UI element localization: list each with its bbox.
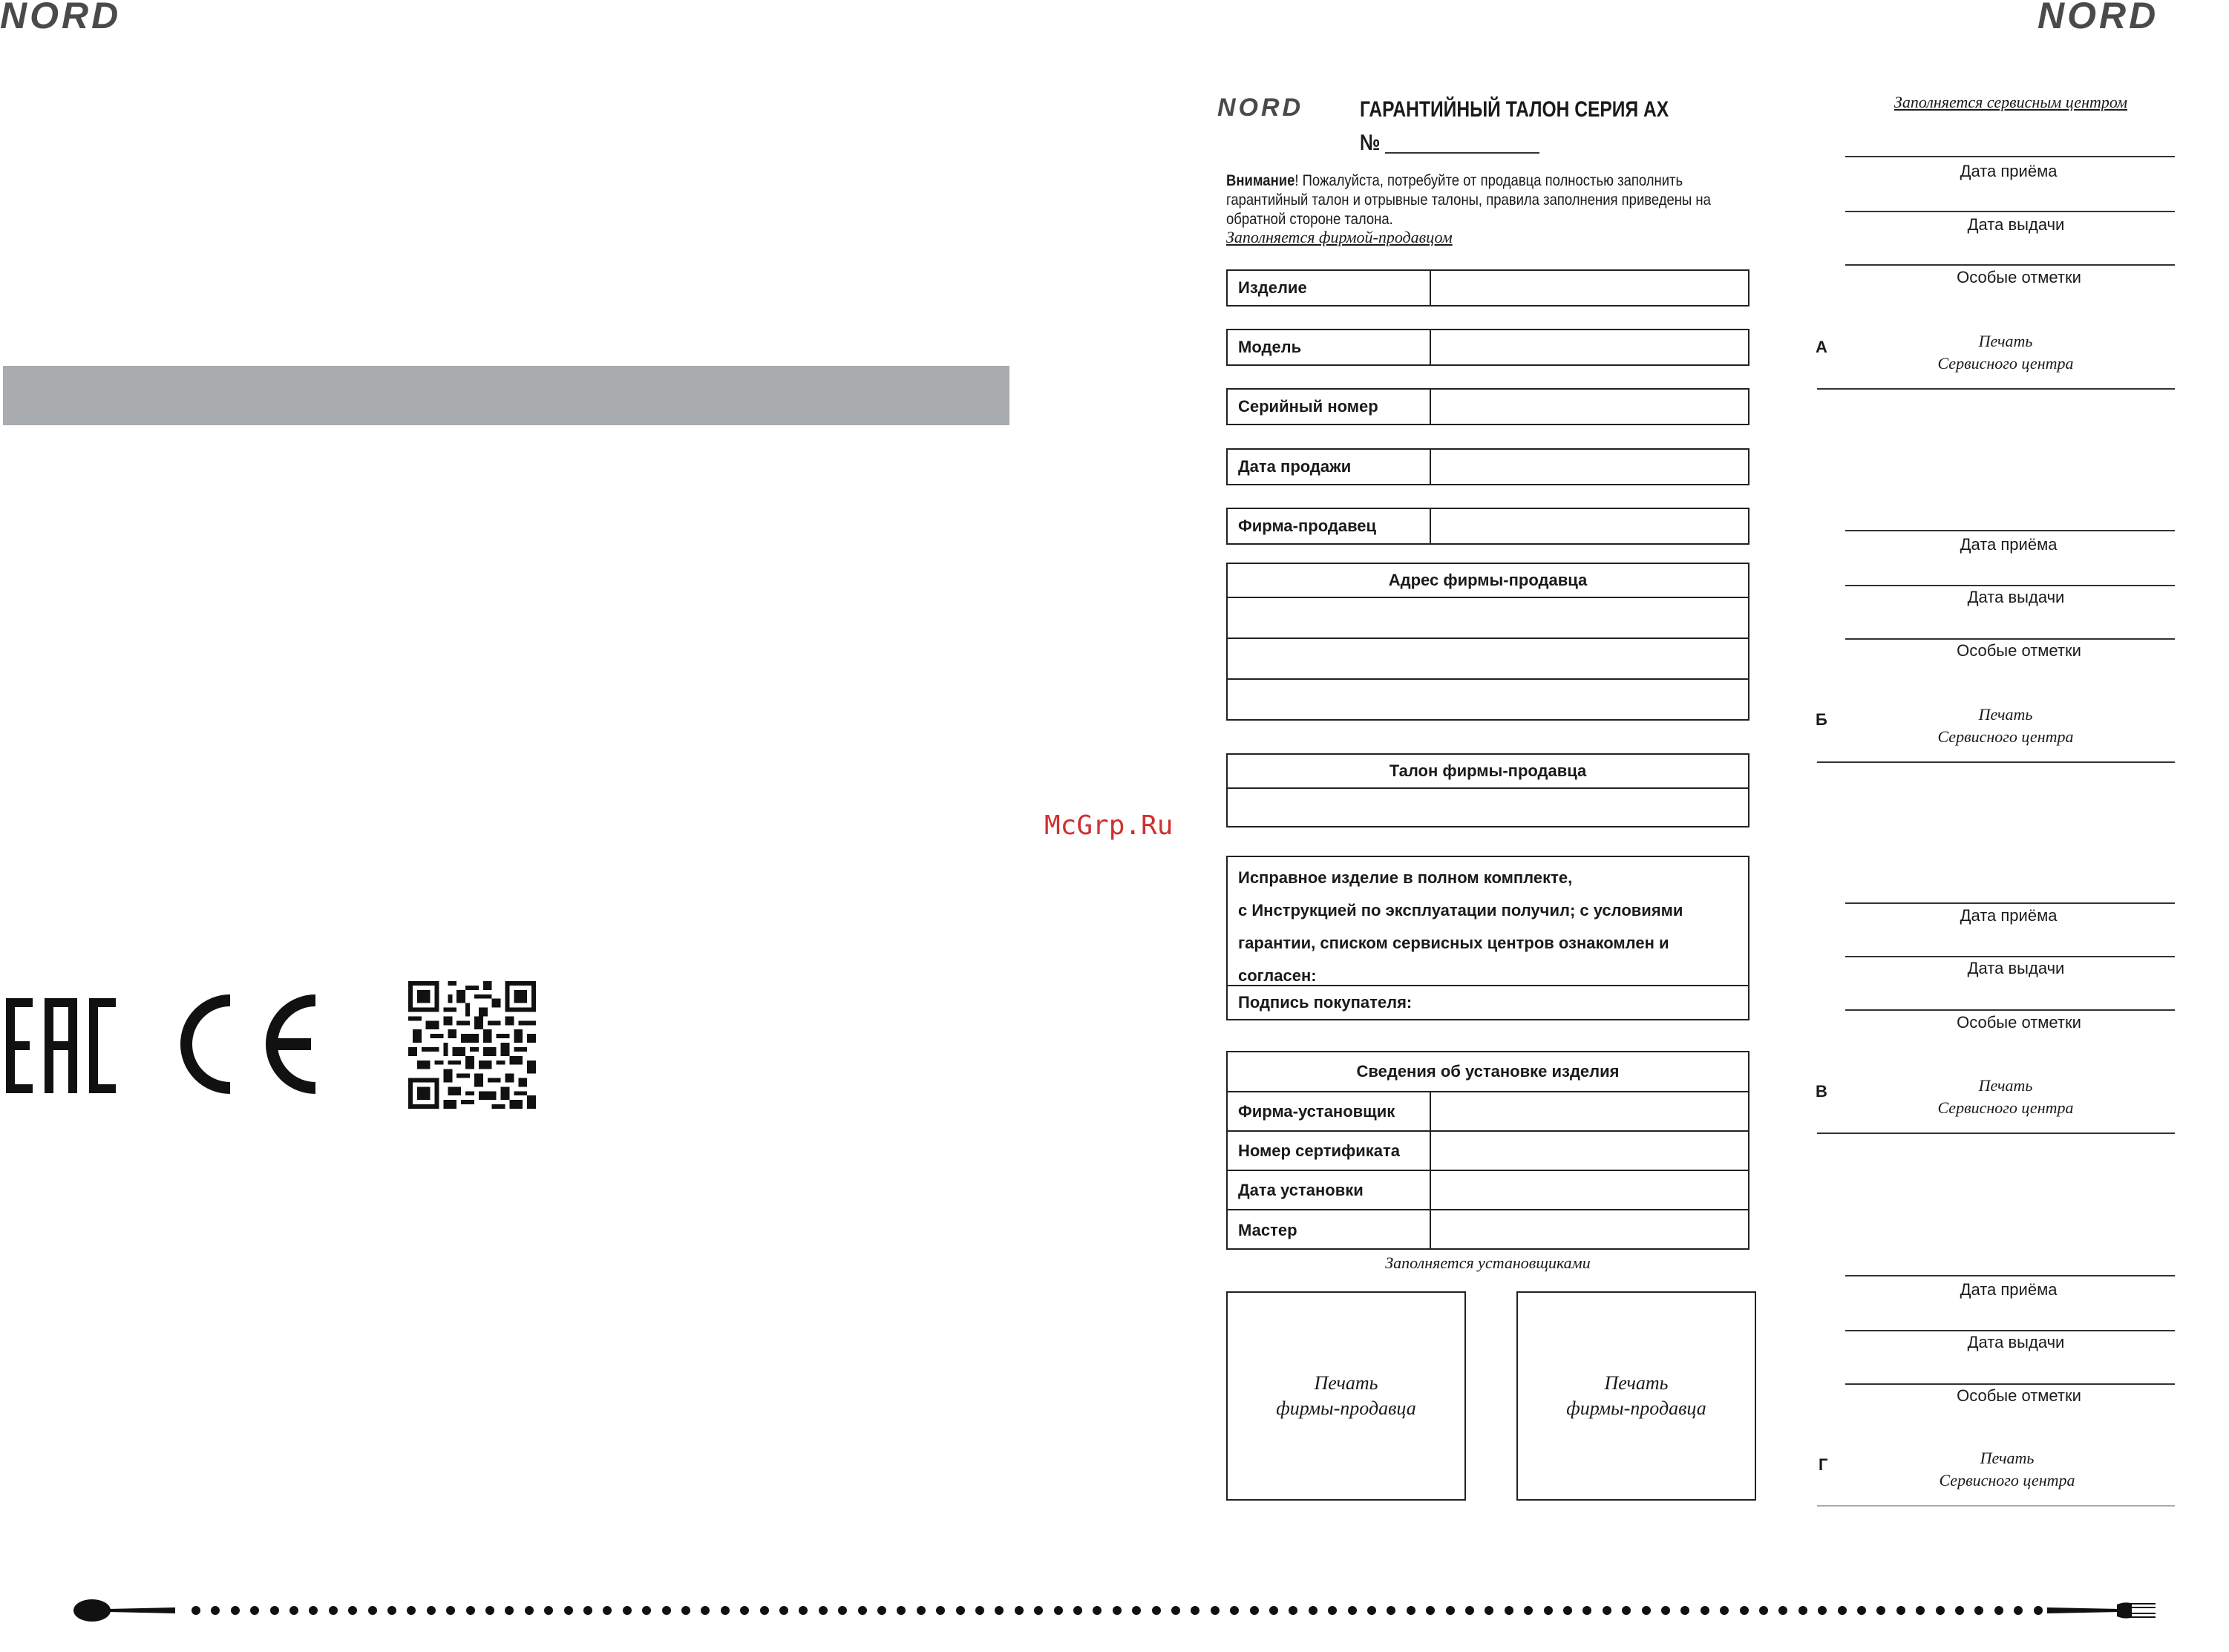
separator-dot xyxy=(721,1606,730,1615)
seller-stamp-2-line2: фирмы-продавца xyxy=(1566,1397,1706,1419)
separator-dot xyxy=(583,1606,592,1615)
notice-text: ! Пожалуйста, потребуйте от продавца полностью заполнить гарантийный талон и отрывные талоны, правила заполнения приведены на обратной стороне талона. xyxy=(1226,172,1711,228)
separator-dot xyxy=(1582,1606,1591,1615)
field-serial-input[interactable] xyxy=(1431,390,1748,424)
separator-dot xyxy=(1838,1606,1847,1615)
separator-dot xyxy=(681,1606,690,1615)
coupon-v-stamp xyxy=(1894,1075,2117,1119)
separator-dot xyxy=(407,1606,416,1615)
coupon-v-stamp-line2: Сервисного центра xyxy=(1937,1098,2074,1117)
install-row-certificate xyxy=(1228,1132,1748,1171)
field-product-input[interactable] xyxy=(1431,271,1748,305)
seller-coupon-header: Талон фирмы-продавца xyxy=(1228,755,1748,789)
coupon-v-line-top xyxy=(1845,902,2175,904)
coupon-a-received: Дата приёма xyxy=(1960,162,2058,180)
coupon-a-letter: А xyxy=(1816,338,1827,356)
separator-dot xyxy=(485,1606,494,1615)
separator-dot xyxy=(1191,1606,1199,1615)
separator-dot xyxy=(368,1606,377,1615)
separator-dot xyxy=(544,1606,553,1615)
seller-coupon-table xyxy=(1226,753,1750,827)
separator-dot xyxy=(1818,1606,1827,1615)
card-title: ГАРАНТИЙНЫЙ ТАЛОН СЕРИЯ АХ xyxy=(1360,97,1669,122)
coupon-b-line-bottom xyxy=(1817,761,2175,763)
coupon-a-stamp-line2: Сервисного центра xyxy=(1937,354,2074,373)
coupon-b-stamp-line1: Печать xyxy=(1978,705,2033,724)
coupon-g-letter: Г xyxy=(1819,1455,1828,1474)
install-date-label: Дата установки xyxy=(1228,1171,1431,1209)
separator-dot xyxy=(1642,1606,1651,1615)
seller-stamp-1-line2: фирмы-продавца xyxy=(1276,1397,1416,1419)
acceptance-text xyxy=(1228,857,1748,986)
separator-dot xyxy=(936,1606,945,1615)
coupon-a-stamp-line1: Печать xyxy=(1978,332,2033,350)
coupon-b-line-3 xyxy=(1845,638,2175,640)
separator-dot xyxy=(250,1606,259,1615)
coupon-v-issued: Дата выдачи xyxy=(1967,959,2065,977)
separator-dot xyxy=(1073,1606,1082,1615)
field-serial-label: Серийный номер xyxy=(1228,390,1431,424)
install-certificate-label: Номер сертификата xyxy=(1228,1132,1431,1170)
install-row-master xyxy=(1228,1210,1748,1250)
coupon-g-line-bottom xyxy=(1817,1505,2175,1507)
coupon-g-received: Дата приёма xyxy=(1960,1280,2058,1299)
separator-dot xyxy=(917,1606,926,1615)
separator-dot xyxy=(270,1606,279,1615)
separator-dot xyxy=(1426,1606,1435,1615)
notice-bold: Внимание xyxy=(1226,172,1295,189)
separator-dot xyxy=(799,1606,808,1615)
separator-dot xyxy=(877,1606,886,1615)
seller-fills-note: Заполняется фирмой-продавцом xyxy=(1226,228,1453,246)
seller-stamp-1-line1: Печать xyxy=(1314,1372,1378,1394)
coupon-b-line-top xyxy=(1845,530,2175,531)
separator-dot xyxy=(1680,1606,1689,1615)
field-model-input[interactable] xyxy=(1431,330,1748,364)
card-number-line xyxy=(1385,152,1539,154)
field-product-label: Изделие xyxy=(1228,271,1431,305)
coupon-a-line-3 xyxy=(1845,264,2175,266)
coupon-b-stamp-line2: Сервисного центра xyxy=(1937,727,2074,746)
eac-mark-icon xyxy=(4,998,117,1093)
separator-dot xyxy=(1289,1606,1297,1615)
separator-dot xyxy=(1367,1606,1376,1615)
separator-dot xyxy=(760,1606,769,1615)
separator-dot xyxy=(387,1606,396,1615)
separator-dot xyxy=(329,1606,338,1615)
separator-dot xyxy=(525,1606,534,1615)
separator-dot xyxy=(1740,1606,1749,1615)
separator-dot xyxy=(1936,1606,1945,1615)
separator-dot xyxy=(1759,1606,1768,1615)
seller-address-line-3[interactable] xyxy=(1228,680,1748,719)
coupon-b-letter: Б xyxy=(1816,710,1827,729)
separator-dot xyxy=(1955,1606,1964,1615)
separator-dot xyxy=(466,1606,475,1615)
separator-dot xyxy=(446,1606,455,1615)
separator-dot xyxy=(1152,1606,1161,1615)
install-date-input[interactable] xyxy=(1431,1171,1748,1209)
separator-dot xyxy=(1857,1606,1866,1615)
separator-dot xyxy=(2014,1606,2023,1615)
separator-dot xyxy=(1211,1606,1220,1615)
separator-dot xyxy=(1348,1606,1357,1615)
grey-band xyxy=(3,366,1009,425)
separator-dot xyxy=(995,1606,1004,1615)
separator-dot xyxy=(1250,1606,1259,1615)
separator-dot xyxy=(1661,1606,1670,1615)
acceptance-line-2: с Инструкцией по эксплуатации получил; с условиями xyxy=(1238,901,1683,920)
separator-dot xyxy=(564,1606,573,1615)
coupon-g-notes: Особые отметки xyxy=(1957,1386,2081,1405)
separator-dot xyxy=(1505,1606,1513,1615)
brand-logo-left: NORD xyxy=(0,0,122,36)
separator-dot xyxy=(1269,1606,1278,1615)
separator-dot xyxy=(1563,1606,1572,1615)
coupon-g-stamp-line1: Печать xyxy=(1980,1449,2035,1467)
seller-address-line-1[interactable] xyxy=(1228,598,1748,639)
separator-dot xyxy=(192,1606,200,1615)
separator-dot xyxy=(1054,1606,1063,1615)
coupon-g-stamp-line2: Сервисного центра xyxy=(1939,1471,2075,1489)
field-serial xyxy=(1226,388,1750,425)
install-certificate-input[interactable] xyxy=(1431,1132,1748,1170)
install-row-company xyxy=(1228,1092,1748,1132)
card-notice xyxy=(1226,171,1723,229)
separator-dot xyxy=(1171,1606,1180,1615)
coupon-b-notes: Особые отметки xyxy=(1957,641,2081,660)
separator-dot xyxy=(897,1606,906,1615)
install-header: Сведения об установке изделия xyxy=(1228,1052,1748,1092)
separator-dot xyxy=(1896,1606,1905,1615)
buyer-signature-label: Подпись покупателя: xyxy=(1238,993,1413,1012)
separator-dot xyxy=(779,1606,788,1615)
separator-dot xyxy=(2034,1606,2043,1615)
coupon-a-line-bottom xyxy=(1817,388,2175,390)
field-seller xyxy=(1226,508,1750,545)
qr-code-icon xyxy=(408,981,536,1109)
separator-dot xyxy=(1701,1606,1709,1615)
separator-dot xyxy=(211,1606,220,1615)
separator-dot xyxy=(231,1606,240,1615)
separator-dot xyxy=(1994,1606,2003,1615)
seller-stamp-2-line1: Печать xyxy=(1604,1372,1669,1394)
separator-dot xyxy=(1093,1606,1102,1615)
separator-dot xyxy=(1720,1606,1729,1615)
fork-icon xyxy=(2046,1597,2157,1624)
separator-dot xyxy=(662,1606,671,1615)
acceptance-line-1: Исправное изделие в полном комплекте, xyxy=(1238,868,1573,887)
coupon-g-line-top xyxy=(1845,1275,2175,1276)
separator-dot xyxy=(858,1606,867,1615)
acceptance-line-4: согласен: xyxy=(1238,966,1317,985)
seller-address-line-2[interactable] xyxy=(1228,639,1748,680)
separator-dot xyxy=(1132,1606,1141,1615)
install-row-date xyxy=(1228,1171,1748,1210)
field-model-label: Модель xyxy=(1228,330,1431,364)
coupon-v-letter: В xyxy=(1816,1082,1827,1101)
installers-fill-note: Заполняется установщиками xyxy=(1385,1253,1591,1272)
field-product xyxy=(1226,269,1750,307)
coupon-g-line-3 xyxy=(1845,1383,2175,1385)
brand-logo-right: NORD xyxy=(2037,0,2159,36)
separator-dot xyxy=(1015,1606,1024,1615)
seller-coupon-line[interactable] xyxy=(1228,789,1748,826)
separator-dot xyxy=(1778,1606,1787,1615)
coupon-b-line-2 xyxy=(1845,585,2175,586)
coupon-b-stamp xyxy=(1894,704,2117,748)
coupon-a-line-2 xyxy=(1845,211,2175,212)
coupon-b-received: Дата приёма xyxy=(1960,535,2058,554)
spoon-icon xyxy=(73,1597,177,1624)
separator-dot xyxy=(956,1606,965,1615)
separator-dot xyxy=(348,1606,357,1615)
coupon-g-stamp xyxy=(1896,1447,2118,1492)
acceptance-box xyxy=(1226,856,1750,1020)
install-table xyxy=(1226,1051,1750,1250)
separator-dot xyxy=(1544,1606,1553,1615)
install-company-input[interactable] xyxy=(1431,1092,1748,1130)
separator-dot xyxy=(1798,1606,1807,1615)
ce-mark-icon xyxy=(180,994,321,1094)
separator-dot xyxy=(1603,1606,1611,1615)
coupon-v-notes: Особые отметки xyxy=(1957,1013,2081,1032)
separator-dot xyxy=(1407,1606,1415,1615)
separator-dot xyxy=(1446,1606,1455,1615)
separator-dot xyxy=(1876,1606,1885,1615)
coupon-a-stamp xyxy=(1894,330,2117,375)
card-number-label: № xyxy=(1360,131,1381,155)
separator-dot xyxy=(1328,1606,1337,1615)
separator-dot xyxy=(289,1606,298,1615)
separator-dot xyxy=(1974,1606,1983,1615)
service-center-note: Заполняется сервисным центром xyxy=(1893,93,2128,111)
separator-dot xyxy=(1387,1606,1395,1615)
coupon-v-stamp-line1: Печать xyxy=(1978,1076,2033,1095)
coupon-g-line-2 xyxy=(1845,1330,2175,1331)
acceptance-line-3: гарантии, списком сервисных центров ознакомлен и xyxy=(1238,934,1669,952)
separator-dot xyxy=(838,1606,847,1615)
field-seller-label: Фирма-продавец xyxy=(1228,509,1431,543)
coupon-g-issued: Дата выдачи xyxy=(1967,1333,2065,1351)
coupon-v-line-2 xyxy=(1845,956,2175,957)
seller-stamp-box-1 xyxy=(1226,1291,1466,1501)
separator-dot xyxy=(1524,1606,1533,1615)
separator-dot xyxy=(1465,1606,1474,1615)
coupon-v-line-bottom xyxy=(1817,1133,2175,1134)
separator-dot xyxy=(975,1606,984,1615)
coupon-a-issued: Дата выдачи xyxy=(1967,215,2065,234)
separator-dot xyxy=(701,1606,710,1615)
seller-address-table xyxy=(1226,563,1750,721)
field-model xyxy=(1226,329,1750,366)
coupon-v-received: Дата приёма xyxy=(1960,906,2058,925)
coupon-v-line-3 xyxy=(1845,1009,2175,1011)
separator-dot xyxy=(642,1606,651,1615)
separator-dot xyxy=(1230,1606,1239,1615)
field-sale-date xyxy=(1226,448,1750,485)
separator-dot xyxy=(623,1606,632,1615)
field-sale-date-label: Дата продажи xyxy=(1228,450,1431,484)
coupon-a-notes: Особые отметки xyxy=(1957,268,2081,286)
separator-dot xyxy=(819,1606,828,1615)
install-master-label: Мастер xyxy=(1228,1210,1431,1250)
separator-dot xyxy=(427,1606,436,1615)
separator-dot xyxy=(1485,1606,1493,1615)
separator-dot xyxy=(505,1606,514,1615)
coupon-a-line-top xyxy=(1845,156,2175,157)
seller-stamp-box-2 xyxy=(1516,1291,1756,1501)
separator-dot xyxy=(603,1606,612,1615)
separator-dot xyxy=(1916,1606,1925,1615)
separator-dot xyxy=(1622,1606,1631,1615)
field-seller-input[interactable] xyxy=(1431,509,1748,543)
field-sale-date-input[interactable] xyxy=(1431,450,1748,484)
seller-address-header: Адрес фирмы-продавца xyxy=(1228,564,1748,598)
separator-dot xyxy=(1034,1606,1043,1615)
coupon-b-issued: Дата выдачи xyxy=(1967,588,2065,606)
install-master-input[interactable] xyxy=(1431,1210,1748,1250)
install-company-label: Фирма-установщик xyxy=(1228,1092,1431,1130)
separator-dot xyxy=(1309,1606,1318,1615)
separator-dot xyxy=(1113,1606,1122,1615)
watermark: McGrp.Ru xyxy=(1044,810,1174,841)
separator-dot xyxy=(309,1606,318,1615)
separator-dot xyxy=(740,1606,749,1615)
card-brand-logo: NORD xyxy=(1217,94,1304,122)
